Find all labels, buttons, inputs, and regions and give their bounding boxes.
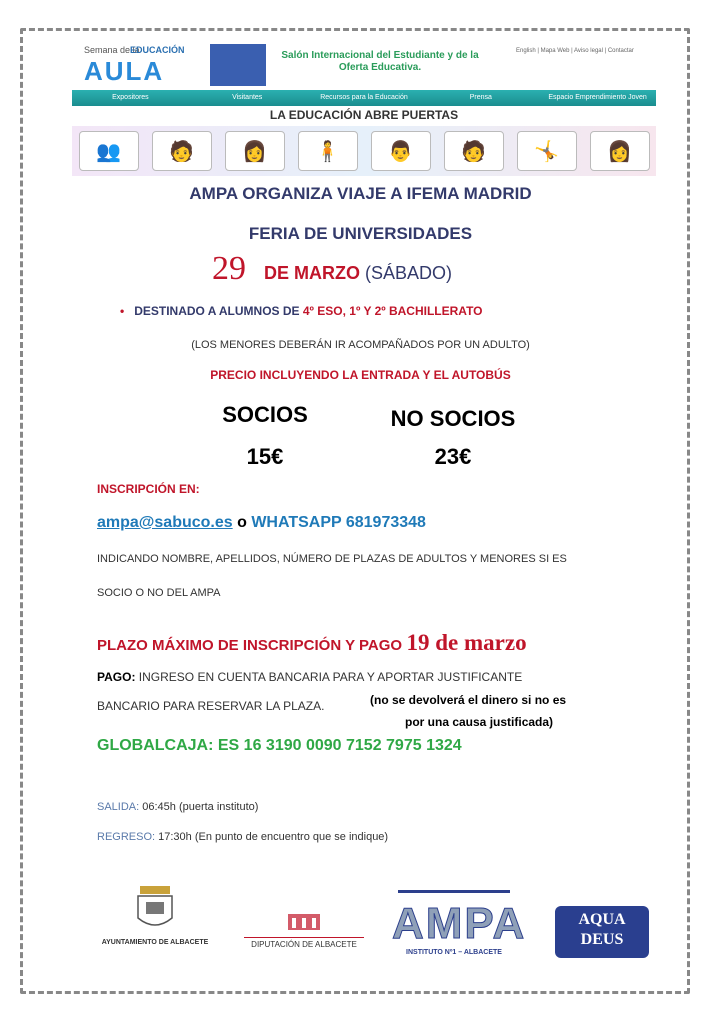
top-links: English | Mapa Web | Aviso legal | Contactar	[516, 48, 634, 54]
email-link[interactable]: ampa@sabuco.es	[97, 514, 233, 531]
payment-text-1: INGRESO EN CUENTA BANCARIA PARA Y APORTAR JUSTIFICANTE	[135, 670, 523, 684]
nav-item: Espacio Emprendimiento Joven	[548, 94, 647, 101]
refund-note-2: por una causa justificada)	[405, 715, 554, 729]
deus-text: DEUS	[580, 931, 624, 948]
aula-text: AULA	[84, 56, 165, 86]
event-day: 29	[212, 250, 246, 287]
whatsapp-contact: WHATSAPP 681973348	[251, 514, 426, 531]
ampa-logo	[392, 890, 527, 956]
instituto-text: INSTITUTO Nº1 – ALBACETE	[406, 949, 502, 956]
student-photo: 👩	[225, 131, 285, 171]
nav-item: Recursos para la Educación	[320, 94, 408, 101]
event-date	[264, 263, 452, 284]
return-line	[97, 831, 388, 843]
contact-line	[97, 514, 426, 532]
slogan: LA EDUCACIÓN ABRE PUERTAS	[269, 108, 459, 122]
payment-line-1	[97, 670, 617, 684]
photo-strip	[72, 126, 656, 176]
nav-item: Prensa	[469, 94, 492, 101]
student-photo: 🧑	[444, 131, 504, 171]
members-price: 15€	[246, 444, 284, 469]
payment-text-2: BANCARIO PARA RESERVAR LA PLAZA.	[97, 699, 325, 713]
instructions-line-2: SOCIO O NO DEL AMPA	[97, 587, 221, 599]
return-label: REGRESO:	[97, 831, 156, 843]
educacion-text: EDUCACIÓN	[130, 45, 185, 55]
minors-note: (LOS MENORES DEBERÁN IR ACOMPAÑADOS POR UN ADULTO)	[191, 339, 530, 351]
or-text: o	[232, 514, 252, 531]
student-photo: 👨	[371, 131, 431, 171]
registration-heading: INSCRIPCIÓN EN:	[97, 482, 200, 496]
price-note: PRECIO INCLUYENDO LA ENTRADA Y EL AUTOBÚS	[210, 368, 511, 382]
instructions-line-1: INDICANDO NOMBRE, APELLIDOS, NÚMERO DE PLAZAS DE ADULTOS Y MENORES SI ES	[97, 553, 567, 565]
members-label: SOCIOS	[222, 402, 308, 427]
student-photo: 🧍	[298, 131, 358, 171]
ampa-text: AMPA	[392, 899, 527, 948]
target-prefix: DESTINADO A ALUMNOS DE	[134, 304, 303, 318]
student-photo: 👩	[590, 131, 650, 171]
student-photo: 👥	[79, 131, 139, 171]
ayuntamiento-logo	[100, 882, 210, 946]
building-icon	[244, 910, 364, 932]
departure-line	[97, 801, 258, 813]
nonmembers-label: NO SOCIOS	[390, 406, 516, 431]
departure-value: 06:45h (puerta instituto)	[139, 801, 259, 813]
target-line	[120, 304, 483, 318]
castle-top-icon	[398, 890, 510, 899]
target-grades: 4º ESO, 1º Y 2º BACHILLERATO	[302, 304, 483, 318]
nonmembers-price: 23€	[434, 444, 472, 469]
event-title: AMPA ORGANIZA VIAJE A IFEMA MADRID	[189, 184, 532, 203]
return-value: 17:30h (En punto de encuentro que se indique)	[155, 831, 389, 843]
student-photo: 🤸	[517, 131, 577, 171]
event-weekday: (SÁBADO)	[365, 263, 453, 283]
nav-item: Visitantes	[232, 94, 263, 101]
bullet: •	[120, 304, 135, 318]
aula-logo	[82, 44, 200, 86]
deadline-date: 19 de marzo	[406, 630, 527, 655]
deadline-label: PLAZO MÁXIMO DE INSCRIPCIÓN Y PAGO	[97, 637, 403, 654]
event-month: DE MARZO	[264, 263, 360, 283]
deadline-line	[97, 630, 527, 656]
banner-image	[210, 44, 266, 86]
departure-label: SALIDA:	[97, 801, 140, 813]
refund-note-1: (no se devolverá el dinero si no es	[370, 693, 567, 707]
payment-label: PAGO:	[97, 670, 136, 684]
aquadeus-logo	[555, 906, 649, 958]
coat-of-arms-icon	[100, 882, 210, 934]
bank-account: GLOBALCAJA: ES 16 3190 0090 7152 7975 1324	[97, 737, 462, 754]
diputacion-text: DIPUTACIÓN DE ALBACETE	[244, 937, 364, 949]
diputacion-logo	[244, 910, 364, 949]
event-subtitle: FERIA DE UNIVERSIDADES	[248, 224, 473, 243]
nav-item: Expositores	[112, 94, 149, 101]
student-photo: 🧑	[152, 131, 212, 171]
aqua-text: AQUA	[578, 911, 626, 928]
semana-text: Semana de la	[84, 45, 140, 55]
ayuntamiento-text: AYUNTAMIENTO DE ALBACETE	[101, 939, 209, 946]
salon-text: Salón Internacional del Estudiante y de la Oferta Educativa.	[281, 50, 479, 73]
banner-nav	[72, 90, 656, 106]
